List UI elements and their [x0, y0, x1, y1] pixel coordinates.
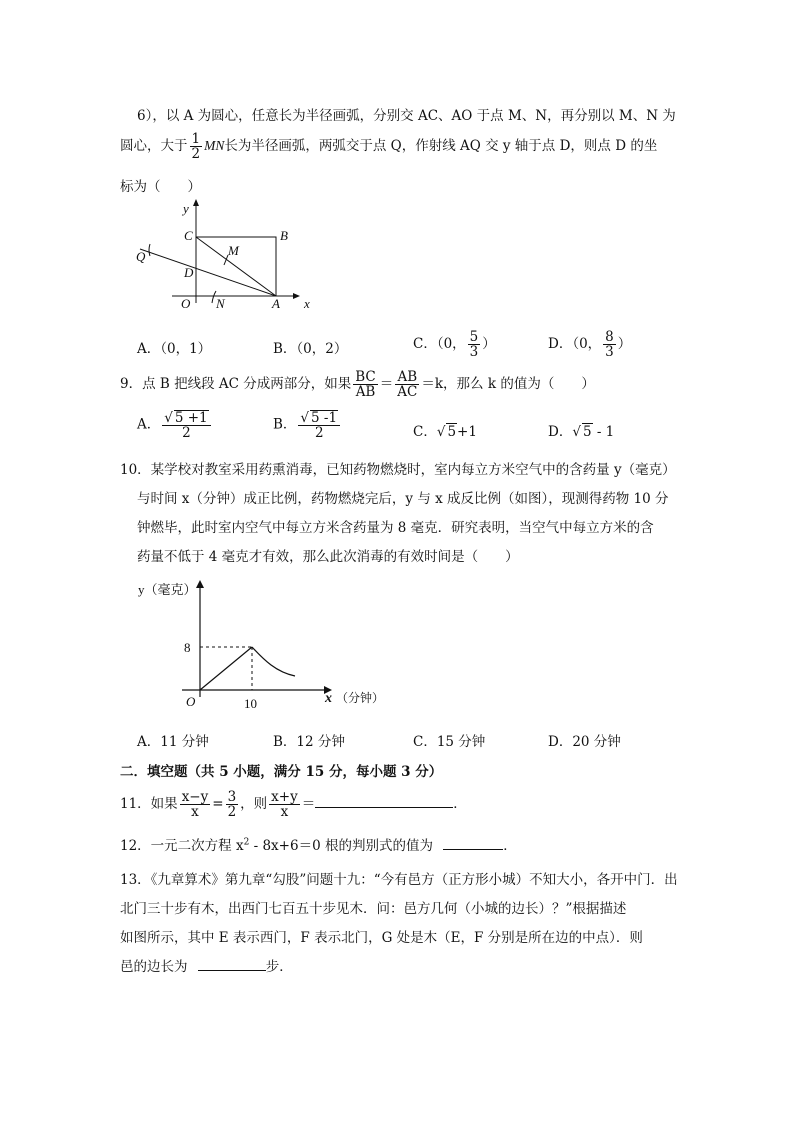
q8-label-o: O: [181, 296, 191, 311]
q10-decay-curve: [252, 647, 295, 676]
q10-rising-line: [200, 647, 252, 690]
q9-fraction-bc-ab: $\frac{BC}{AB}$: [355, 369, 376, 401]
q8-option-c: [413, 330, 496, 359]
q9-option-a-den: 2: [182, 425, 191, 442]
q8-ray-aq: [140, 249, 276, 296]
q11-fraction-3: $\frac{x+y}{x}$: [271, 789, 298, 821]
q11-eq2: ＝: [301, 796, 316, 813]
q9-option-b-num: 5 -1: [311, 410, 338, 426]
q8-line3: 标为（ ）: [120, 179, 201, 195]
q13-line2: 北门三十步有木，出西门七百五十步见木．问：邑方几何（小城的边长）？”根据描述: [120, 901, 627, 917]
q9-option-a-num: 5 +1: [174, 410, 208, 426]
q13-answer-blank[interactable]: [198, 956, 266, 971]
q8-option-d-pre: D．（0，: [548, 336, 602, 353]
q13-line4: [120, 955, 293, 975]
q8-line1: 6），以 A 为圆心，任意长为半径画弧，分别交 AC、AO 于点 M、N，再分别以 M、N 为: [137, 108, 676, 124]
q8-option-d-fraction: $\frac{8}{3}$: [605, 329, 614, 361]
q9-option-c-rad: 5: [447, 424, 457, 440]
q8-label-b: B: [280, 228, 288, 243]
q9-option-a: [137, 410, 213, 440]
q10-origin: O: [186, 694, 196, 709]
q8-figure: [130, 195, 330, 315]
q13-line4-post: 步．: [265, 959, 293, 975]
q10-line4: 药量不低于 4 毫克才有效，那么此次消毒的有效时间是（ ）: [137, 549, 519, 565]
q8-label-n: N: [216, 296, 225, 311]
q10-line2: 与时间 x（分钟）成正比例，药物燃烧完后，y 与 x 成反比例（如图），现测得药物 10 分: [137, 491, 669, 507]
q12-post: - 8x+6＝0 根的判别式的值为: [249, 838, 433, 854]
q12-pre: 12．一元二次方程 x: [120, 838, 244, 854]
q8-half-seg: MN: [204, 138, 225, 154]
q9-option-b-den: 2: [314, 425, 324, 442]
q8-label-c: C: [184, 228, 193, 243]
q11-line: [120, 790, 467, 819]
q13-line3: 如图所示，其中 E 表示西门，F 表示北门，G 处是木（E，F 分别是所在边的中点）．则: [120, 930, 643, 946]
q9-stem-post: ＝k，那么 k 的值为（ ）: [421, 376, 595, 393]
q10-option-d: D．20 分钟: [548, 734, 621, 750]
q10-line1: 10．某学校对教室采用药熏消毒，已知药物燃烧时，室内每立方米空气中的含药量 y（毫克）: [120, 462, 676, 478]
q10-option-a: A．11 分钟: [137, 734, 209, 750]
q9-option-b-pre: B．: [273, 416, 297, 433]
q9-option-b: [273, 410, 342, 440]
q8-x-arrow-icon: [293, 293, 300, 299]
q9-option-d: D．√ 5 - 1: [548, 424, 615, 440]
q12-answer-blank[interactable]: [443, 835, 503, 850]
q8-option-c-post: ）: [482, 336, 496, 353]
q9-option-d-rad: 5: [582, 424, 592, 440]
q11-answer-blank[interactable]: [315, 793, 453, 808]
q11-fraction-1: $\frac{x-y}{x}$: [181, 789, 209, 821]
q8-option-c-fraction: $\frac{5}{3}$: [469, 329, 479, 361]
q9-option-d-pre: D．: [548, 424, 573, 440]
q10-option-c: C．15 分钟: [413, 734, 486, 750]
q11-end: ．: [453, 796, 467, 813]
q9-option-a-fraction: $\frac{√ 5 +1}{2}$: [162, 410, 210, 440]
q9-option-b-fraction: $\frac{√ 5 -1}{2}$: [298, 410, 340, 440]
q8-label-x: x: [304, 296, 310, 311]
q8-option-c-pre: C．（0，: [413, 336, 466, 353]
q10-tick-8: 8: [184, 640, 191, 655]
q10-y-arrow-icon: [196, 580, 204, 588]
q8-option-d: [548, 330, 631, 359]
q8-label-y: y: [183, 201, 189, 216]
q8-label-m: M: [228, 243, 239, 258]
section-heading: 二．填空题（共 5 小题，满分 15 分，每小题 3 分）: [120, 764, 443, 780]
q9-option-c: C．√ 5+1: [413, 424, 477, 440]
q9-stem: [120, 370, 595, 399]
q13-line1: 13．《九章算术》第九章“勾股”问题十九：“今有邑方（正方形小城）不知大小，各开中门．出: [120, 872, 678, 888]
q12-sup: 2: [243, 837, 250, 848]
q9-equals: ＝: [379, 376, 394, 393]
q8-option-a: A．（0，1）: [137, 341, 212, 357]
q11-mid: ，则: [240, 796, 268, 813]
q9-option-c-pre: C．: [413, 424, 437, 440]
q9-option-a-pre: A．: [137, 416, 161, 433]
q11-pre: 11．如果: [120, 796, 178, 813]
q9-fraction-ab-ac: $\frac{AB}{AC}$: [397, 369, 418, 401]
q8-line2: [120, 132, 657, 161]
q8-label-q: Q: [136, 249, 146, 264]
q9-option-c-post: +1: [457, 424, 477, 440]
q10-x-label: （分钟）: [336, 691, 385, 705]
q8-label-a: A: [272, 296, 280, 311]
q10-x-var: x: [325, 691, 332, 706]
q12-line: [120, 834, 517, 854]
q8-arc-q: [149, 244, 150, 256]
q8-line2-post: 长为半径画弧，两弧交于点 Q，作射线 AQ 交 y 轴于点 D，则点 D 的坐: [224, 138, 658, 155]
q10-line3: 钟燃毕，此时室内空气中每立方米含药量为 8 毫克．研究表明，当空气中每立方米的含: [137, 520, 654, 536]
q9-option-d-post: - 1: [592, 424, 615, 440]
q12-end: ．: [503, 838, 517, 854]
q8-y-arrow-icon: [193, 199, 199, 206]
q13-line4-pre: 邑的边长为: [120, 959, 188, 975]
q8-label-d: D: [184, 265, 194, 280]
q11-eq1: =: [212, 796, 224, 813]
q8-option-b: B．（0，2）: [273, 341, 348, 357]
q8-line2-pre: 圆心，大于: [120, 138, 188, 155]
q8-half-fraction: $\frac{1}{2}$: [191, 131, 201, 163]
q10-y-label: y（毫克）: [138, 582, 197, 597]
q9-stem-pre: 9．点 B 把线段 AC 分成两部分，如果: [120, 376, 352, 393]
q10-figure: [130, 572, 400, 722]
q11-fraction-2: $\frac{3}{2}$: [227, 789, 237, 821]
q10-tick-10: 10: [244, 696, 257, 711]
q8-option-d-post: ）: [617, 336, 632, 353]
q10-option-b: B．12 分钟: [273, 734, 345, 750]
